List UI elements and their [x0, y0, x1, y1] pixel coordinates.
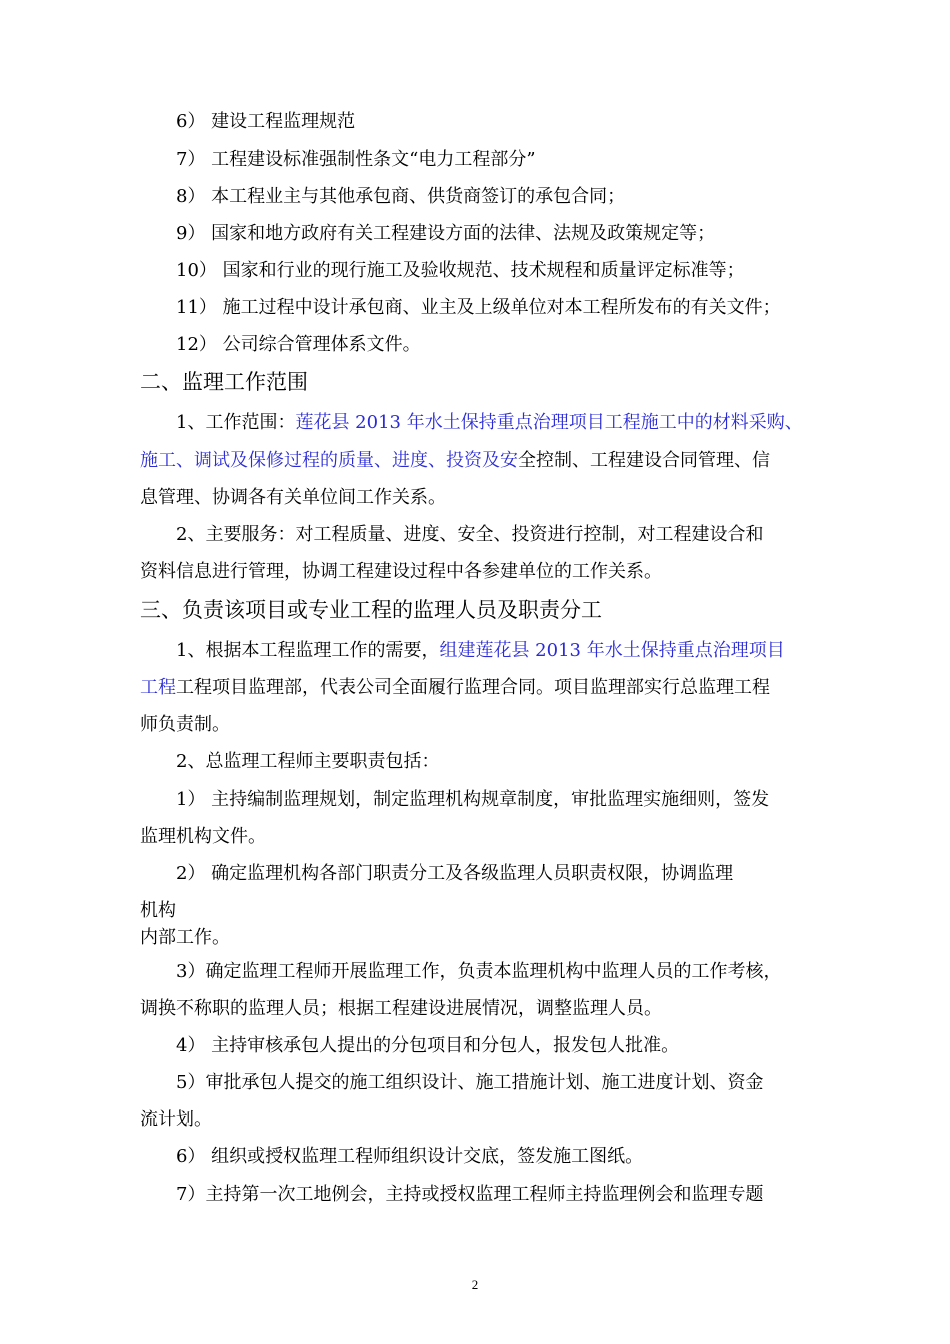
paragraph-text: 全控制、工程建设合同管理、信: [518, 450, 770, 471]
paragraph-line: [140, 449, 770, 473]
paragraph-line: 师负责制。: [140, 714, 230, 735]
duty-item: 4） 主持审核承包人提出的分包项目和分包人，报发包人批准。: [176, 1035, 680, 1056]
paragraph-text: 工程项目监理部，代表公司全面履行监理合同。项目监理部实行总监理工程: [176, 677, 770, 698]
duty-item: 流计划。: [140, 1109, 212, 1130]
section-heading: 二、监理工作范围: [140, 370, 308, 394]
paragraph-text: 1、根据本工程监理工作的需要，: [176, 640, 440, 661]
paragraph-text: 1、工作范围：: [176, 412, 296, 433]
paragraph-line: [176, 639, 785, 663]
highlighted-text: 莲花县 2013 年水土保持重点治理项目工程施工中的材料采购、: [295, 412, 803, 433]
duty-item: 1） 主持编制监理规划，制定监理机构规章制度，审批监理实施细则，签发: [176, 789, 770, 810]
duty-item: 调换不称职的监理人员；根据工程建设进展情况，调整监理人员。: [140, 998, 662, 1019]
duty-item: 2） 确定监理机构各部门职责分工及各级监理人员职责权限，协调监理: [176, 863, 734, 884]
duty-item: 5）审批承包人提交的施工组织设计、施工措施计划、施工进度计划、资金: [176, 1072, 764, 1093]
basis-item: 7） 工程建设标准强制性条文“电力工程部分”: [176, 149, 536, 170]
duty-item: 内部工作。: [140, 927, 230, 948]
duty-item: 7）主持第一次工地例会，主持或授权监理工程师主持监理例会和监理专题: [176, 1184, 764, 1205]
paragraph-line: 资料信息进行管理，协调工程建设过程中各参建单位的工作关系。: [140, 561, 662, 582]
paragraph-line: 息管理、协调各有关单位间工作关系。: [140, 487, 446, 508]
basis-item: 9） 国家和地方政府有关工程建设方面的法律、法规及政策规定等；: [176, 223, 716, 244]
paragraph-line: [176, 411, 803, 435]
section-heading: 三、负责该项目或专业工程的监理人员及职责分工: [140, 598, 602, 622]
paragraph-line: [140, 676, 770, 700]
paragraph-line: 2、总监理工程师主要职责包括：: [176, 751, 440, 772]
highlighted-text: 组建莲花县 2013 年水土保持重点治理项目: [439, 640, 785, 661]
basis-item: 8） 本工程业主与其他承包商、供货商签订的承包合同；: [176, 186, 626, 207]
page-number: 2: [471, 1277, 479, 1292]
basis-item: 11） 施工过程中设计承包商、业主及上级单位对本工程所发布的有关文件；: [176, 297, 781, 318]
duty-item: 6） 组织或授权监理工程师组织设计交底，签发施工图纸。: [176, 1146, 644, 1167]
duty-item: 机构: [140, 900, 176, 921]
highlighted-text: 施工、调试及保修过程的质量、进度、投资及安: [140, 450, 518, 471]
duty-item: 3）确定监理工程师开展监理工作，负责本监理机构中监理人员的工作考核，: [176, 961, 782, 982]
highlighted-text: 工程: [140, 677, 176, 698]
basis-item: 6） 建设工程监理规范: [176, 111, 356, 132]
basis-item: 12） 公司综合管理体系文件。: [176, 334, 421, 355]
duty-item: 监理机构文件。: [140, 826, 266, 847]
basis-item: 10） 国家和行业的现行施工及验收规范、技术规程和质量评定标准等；: [176, 260, 745, 281]
paragraph-line: 2、主要服务：对工程质量、进度、安全、投资进行控制，对工程建设合和: [176, 524, 764, 545]
